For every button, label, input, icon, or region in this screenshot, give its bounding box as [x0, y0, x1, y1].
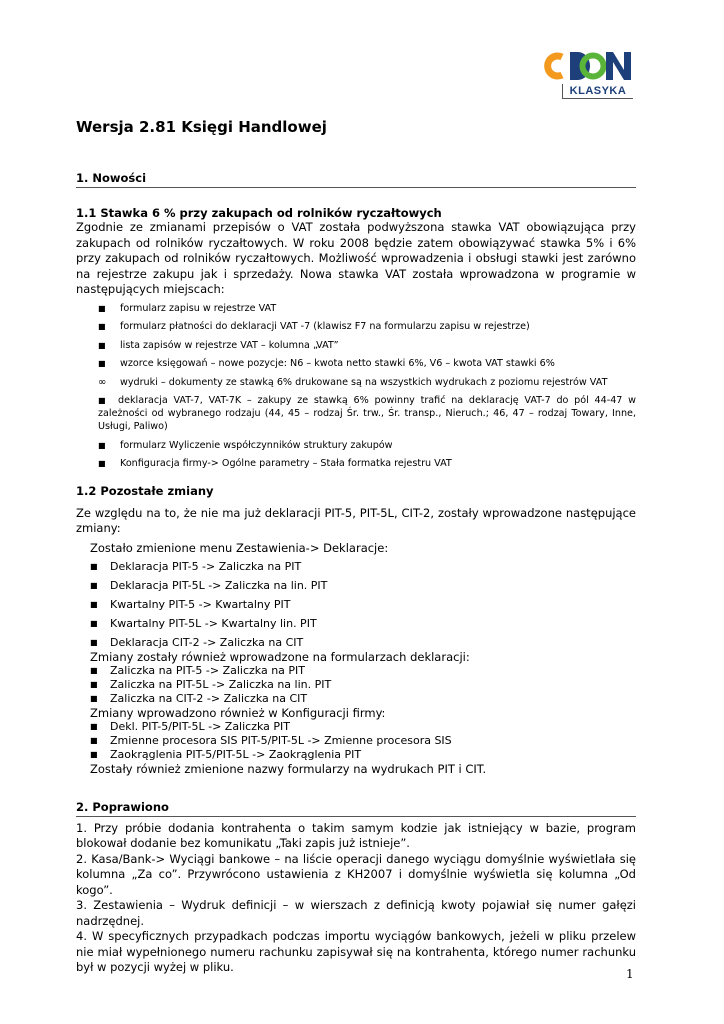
- fix-item: 4. W specyficznych przypadkach podczas importu wyciągów bankowych, jeżeli w pliku przelew nie miał wypełnionego numeru rachunku zapisywał się na kontrahenta, którego numer rachunku był w pozycji wyżej w pliku.: [76, 929, 636, 974]
- bullet-icon: ■: [90, 679, 98, 689]
- document-page: [76, 118, 636, 976]
- section-heading-nowosci: 1. Nowości: [76, 171, 636, 188]
- fix-item: 3. Zestawienia – Wydruk definicji – w wierszach z definicją kwoty pojawiał się numer gałęzi nadrzędnej.: [76, 898, 636, 928]
- list-item: ∞ wydruki – dokumenty ze stawką 6% drukowane są na wszystkich wydrukach z poziomu rejestrów VAT: [98, 376, 608, 388]
- list-item: ■ Zaliczka na PIT-5L -> Zaliczka na lin. PIT: [90, 677, 332, 691]
- bullet-icon: ■: [90, 637, 98, 647]
- cdn-klasyka-logo: [540, 48, 636, 104]
- config-changes-list: [76, 720, 636, 762]
- list-item: ■ Kwartalny PIT-5L -> Kwartalny lin. PIT: [90, 616, 317, 630]
- subsection-heading-stawka: 1.1 Stawka 6 % przy zakupach od rolników ryczałtowych: [76, 206, 442, 220]
- bullet-icon: ■: [90, 618, 98, 628]
- bullet-icon: ■: [90, 599, 98, 609]
- config-intro: Zmiany wprowadzono również w Konfiguracji firmy:: [90, 705, 386, 720]
- logo-subtitle: KLASYKA: [562, 84, 633, 99]
- list-item: ■ Deklaracja PIT-5 -> Zaliczka na PIT: [90, 559, 302, 573]
- bullet-icon: ■: [90, 721, 98, 731]
- bullet-icon: ■: [98, 459, 106, 468]
- fix-item: 1. Przy próbie dodania kontrahenta o takim samym kodzie jak istniejący w bazie, program blokował dodanie bez komunikatu „Taki zapis już istnieje”.: [76, 820, 636, 850]
- bullet-icon: ■: [98, 322, 106, 331]
- subsection-heading-pozostale: 1.2 Pozostałe zmiany: [76, 483, 214, 498]
- forms-intro: Zmiany zostały również wprowadzone na formularzach deklaracji:: [90, 649, 470, 664]
- paragraph-pozostale-intro: Ze względu na to, że nie ma już deklaracji PIT-5, PIT-5L, CIT-2, zostały wprowadzone następujące zmiany:: [76, 505, 636, 535]
- fix-item: 2. Kasa/Bank-> Wyciągi bankowe – na liście operacji danego wyciągu domyślnie wyświetlała się kolumna „Za co”. Przywrócono ustawienia z KH2007 i domyślnie wyświetla się kolumna „Od kogo”.: [76, 851, 636, 897]
- list-item: ■ Kwartalny PIT-5 -> Kwartalny PIT: [90, 597, 291, 611]
- bullet-icon: ■: [90, 665, 98, 675]
- list-item: ■ formularz płatności do deklaracji VAT -7 (klawisz F7 na formularzu zapisu w rejestrze): [98, 321, 530, 332]
- bullet-icon: ■: [98, 340, 106, 350]
- bullet-icon: ■: [98, 396, 106, 405]
- vat7-note: ■ deklaracja VAT-7, VAT-7K – zakupy ze stawką 6% powinny trafić na deklarację VAT-7 do pól 44-47 w zależności od wybranego rodzaju (44, 45 – rodzaj Śr. trw., Śr. transp., Nieruch.; 46, 47 – rodzaj Towary, Inne, Usługi, Paliwo): [98, 395, 636, 432]
- bullet-icon: ■: [90, 749, 98, 759]
- bullet-icon: ■: [98, 440, 106, 450]
- list-item: ■ Zaliczka na CIT-2 -> Zaliczka na CIT: [90, 691, 308, 705]
- bullet-icon: ■: [90, 735, 98, 745]
- menu-intro: Zostało zmienione menu Zestawienia-> Deklaracje:: [90, 540, 389, 555]
- list-item: ■ Zmienne procesora SIS PIT-5/PIT-5L -> Zmienne procesora SIS: [90, 733, 452, 747]
- list-item: ■ Deklaracja PIT-5L -> Zaliczka na lin. PIT: [90, 578, 328, 592]
- bullet-icon: ■: [90, 561, 98, 571]
- list-item: ■ Deklaracja CIT-2 -> Zaliczka na CIT: [90, 635, 304, 649]
- vat-places-list-2: [76, 439, 636, 471]
- outro-text: Zostały również zmienione nazwy formularzy na wydrukach PIT i CIT.: [90, 761, 487, 776]
- bullet-icon: ■: [90, 580, 98, 590]
- list-item: ■ Konfiguracja firmy-> Ogólne parametry – Stała formatka rejestru VAT: [98, 458, 452, 469]
- list-item: ■ Zaliczka na PIT-5 -> Zaliczka na PIT: [90, 663, 305, 677]
- cdn-logo-icon: [540, 48, 636, 84]
- list-item: ■ wzorce księgowań – nowe pozycje: N6 – kwota netto stawki 6%, V6 – kwota VAT stawki 6%: [98, 358, 555, 369]
- document-title: Wersja 2.81 Księgi Handlowej: [76, 118, 327, 136]
- bullet-icon: ■: [98, 359, 106, 368]
- vat-places-list: [76, 302, 636, 389]
- list-item: ■ formularz zapisu w rejestrze VAT: [98, 302, 277, 314]
- section-heading-poprawiono: 2. Poprawiono: [76, 800, 636, 817]
- bullet-icon: ■: [90, 693, 98, 703]
- list-item: ■ Zaokrąglenia PIT-5/PIT-5L -> Zaokrąglenia PIT: [90, 747, 362, 761]
- menu-changes-list: [76, 560, 636, 650]
- infinity-bullet-icon: ∞: [98, 376, 107, 388]
- page-number: 1: [626, 967, 634, 981]
- bullet-icon: ■: [98, 303, 106, 313]
- list-item: ■ formularz Wyliczenie współczynników struktury zakupów: [98, 439, 393, 451]
- list-item: ■ Dekl. PIT-5/PIT-5L -> Zaliczka PIT: [90, 719, 291, 733]
- paragraph-stawka-intro: Zgodnie ze zmianami przepisów o VAT została podwyższona stawka VAT obowiązująca przy zakupach od rolników ryczałtowych. W roku 2008 będzie zatem obowiązywać stawka 5% i 6% przy zakupach od rolników ryczałtowych. Możliwość wprowadzenia i obsługi stawki jest zarówno na rejestrze zakupu jak i sprzedaży. Nowa stawka VAT została wprowadzona w programie w następujących miejscach:: [76, 220, 636, 296]
- forms-changes-list: [76, 664, 636, 706]
- list-item: ■ lista zapisów w rejestrze VAT – kolumna „VAT”: [98, 339, 339, 351]
